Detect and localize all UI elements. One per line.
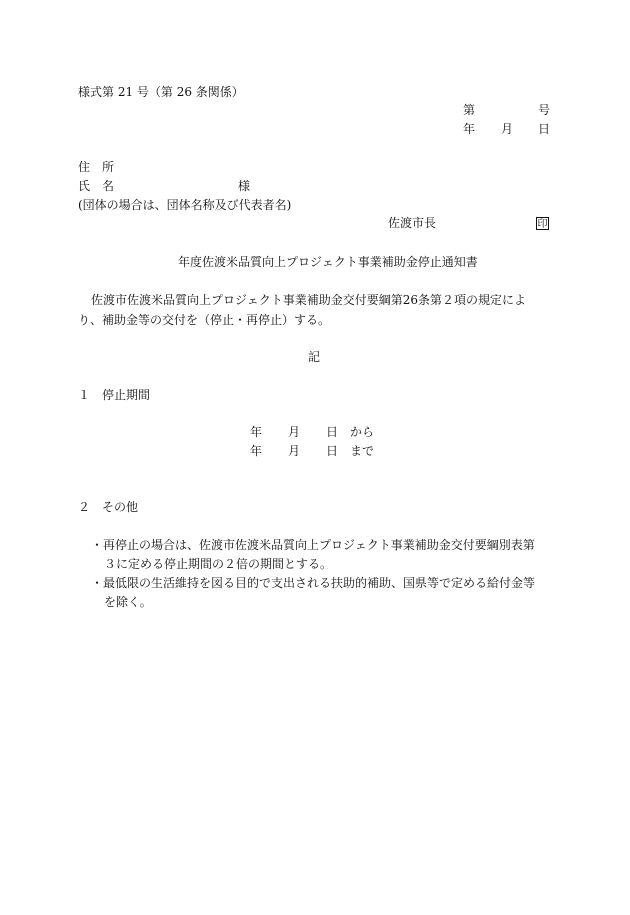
organization-note: (団体の場合は、団体名称及び代表者名) — [78, 198, 292, 212]
from-suffix: から — [350, 425, 375, 439]
name-label: 氏 名 — [78, 179, 115, 193]
to-suffix: まで — [350, 444, 375, 458]
body-line-2: り、補助金等の交付を（停止・再停止）する。 — [78, 313, 331, 327]
section-2-heading: ２ その他 — [78, 500, 139, 514]
address-label: 住 所 — [78, 160, 115, 174]
to-year: 年 — [250, 444, 263, 458]
body-line-1: 佐渡市佐渡米品質向上プロジェクト事業補助金交付要綱第26条第２項の規定によ — [91, 293, 527, 307]
document-title: 年度佐渡米品質向上プロジェクト事業補助金停止通知書 — [178, 255, 478, 269]
section-1-heading: １ 停止期間 — [78, 388, 151, 402]
list-item-line-2: ３に定める停止期間の２倍の期間とする。 — [104, 557, 333, 571]
document-number-prefix: 第 — [463, 103, 476, 117]
from-year: 年 — [250, 425, 263, 439]
seal-mark — [536, 216, 549, 230]
to-month: 月 — [288, 444, 301, 458]
date-day: 日 — [538, 122, 551, 136]
date-month: 月 — [501, 122, 514, 136]
seal-icon: 印 — [537, 219, 548, 230]
honorific: 様 — [238, 179, 251, 193]
list-item-line-1: ・再停止の場合は、佐渡市佐渡米品質向上プロジェクト事業補助金交付要綱別表第 — [91, 538, 535, 552]
to-day: 日 — [326, 444, 339, 458]
from-day: 日 — [326, 425, 339, 439]
date-year: 年 — [463, 122, 476, 136]
document-number-suffix: 号 — [538, 103, 551, 117]
ki-heading: 記 — [308, 350, 321, 364]
list-item-line-1: ・最低限の生活維持を図る目的で支出される扶助的補助、国県等で定める給付金等 — [91, 576, 536, 590]
form-number: 様式第 21 号（第 26 条関係） — [78, 85, 244, 99]
from-month: 月 — [288, 425, 301, 439]
list-item-line-2: を除く。 — [104, 595, 152, 609]
issuer-title: 佐渡市長 — [388, 216, 437, 230]
